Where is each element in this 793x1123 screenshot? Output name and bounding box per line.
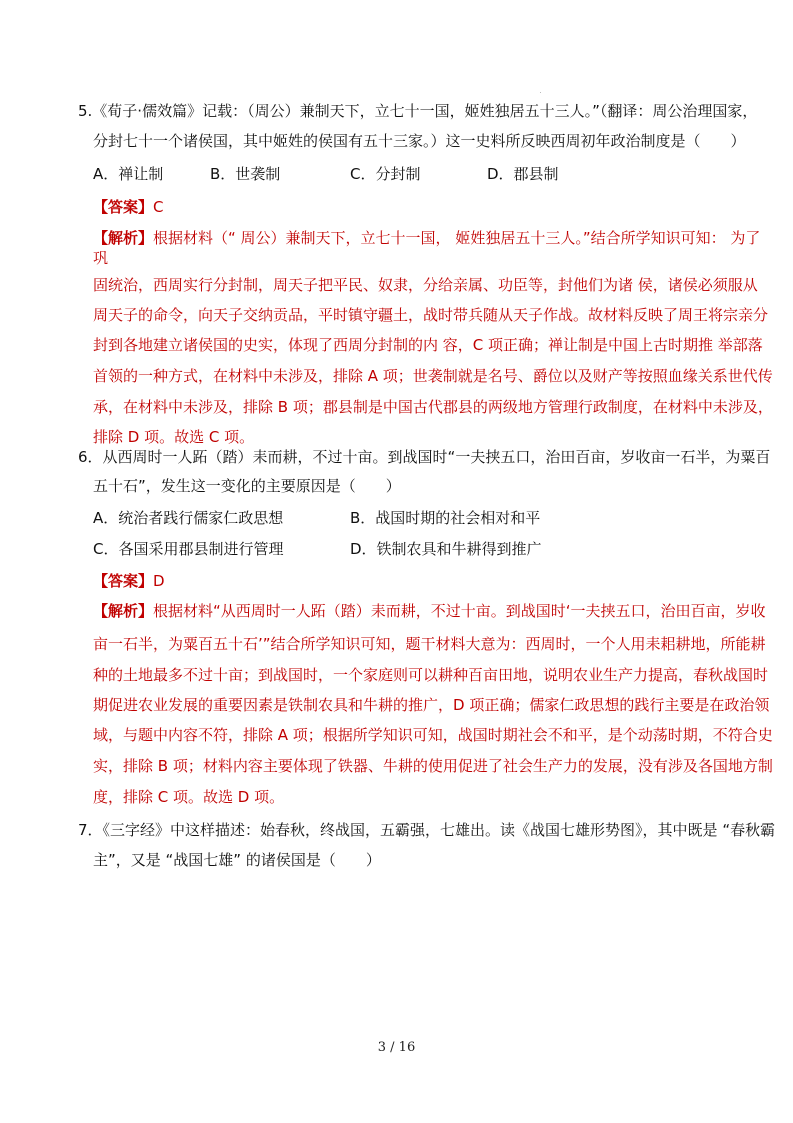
q6-stem-line-2: 五十石”，发生这一变化的主要原因是（ ） xyxy=(93,477,401,495)
q6-option-c: C．各国采用郡县制进行管理 xyxy=(93,540,284,558)
q6-option-d: D．铁制农具和牛耕得到推广 xyxy=(350,540,542,558)
answer-tag: 【答案】 xyxy=(93,572,154,590)
answer-tag: 【答案】 xyxy=(93,198,154,216)
q7-stem-line-1: 7．《三字经》中这样描述：始春秋，终战国，五霸强，七雄出。读《战国七雄形势图》，其中既是 “春秋霸 xyxy=(78,821,776,839)
q6-stem-line-1: 6．从西周时一人跖（踏）耒而耕，不过十亩。到战国时“一夫挟五口，治田百亩，岁收亩一石半，为粟百 xyxy=(78,448,771,466)
q5-stem-line-1: 5.《荀子·儒效篇》记载：（周公）兼制天下，立七十一国，姬姓独居五十三人。”（翻译：周公治理国家， xyxy=(78,102,758,120)
q5-stem-line-2: 分封七十一个诸侯国，其中姬姓的侯国有五十三家。）这一史料所反映西周初年政治制度是（ ） xyxy=(93,132,746,150)
q6-analysis-line-2: 亩一石半，为粟百五十石’”结合所学知识可知，题干材料大意为：西周时，一个人用耒耜耕地，所能耕 xyxy=(93,635,766,653)
q6-analysis-line-7: 度，排除 C 项。故选 D 项。 xyxy=(93,788,285,806)
q5-answer xyxy=(93,197,164,217)
analysis-text: 根据材料“从西周时一人跖（踏）耒而耕，不过十亩。到战国时‘一夫挟五口，治田百亩，岁收 xyxy=(153,602,766,620)
q5-analysis-line-7: 承，在材料中未涉及，排除 B 项；郡县制是中国古代郡县的两级地方管理行政制度，在材料中未涉及， xyxy=(93,398,773,416)
scan-dot xyxy=(540,92,541,93)
q6-answer xyxy=(93,571,165,591)
page-number: 3 / 16 xyxy=(377,1040,416,1055)
q5-analysis-line-1 xyxy=(93,228,760,248)
q5-option-a: A．禅让制 xyxy=(93,165,164,183)
q5-analysis-line-2: 巩 xyxy=(93,249,109,267)
q7-stem-line-2: 主”，又是 “战国七雄” 的诸侯国是（ ） xyxy=(93,851,381,869)
answer-value: C xyxy=(153,198,164,216)
q5-analysis-line-5: 封到各地建立诸侯国的史实，体现了西周分封制的内 容，C 项正确；禅让制是中国上古时期推 举部落 xyxy=(93,336,763,354)
q6-analysis-line-6: 实，排除 B 项；材料内容主要体现了铁器、牛耕的使用促进了社会生产力的发展，没有涉及各国地方制 xyxy=(93,757,773,775)
q5-analysis-line-8: 排除 D 项。故选 C 项。 xyxy=(93,428,255,446)
q6-analysis-line-1 xyxy=(93,601,766,621)
analysis-tag: 【解析】 xyxy=(93,229,154,247)
q6-option-b: B．战国时期的社会相对和平 xyxy=(350,509,541,527)
analysis-tag: 【解析】 xyxy=(93,602,154,620)
q5-analysis-line-3: 固统治，西周实行分封制，周天子把平民、奴隶，分给亲属、功臣等，封他们为诸 侯，诸侯必须服从 xyxy=(93,276,758,294)
q5-option-b: B．世袭制 xyxy=(210,165,281,183)
q6-option-a: A．统治者践行儒家仁政思想 xyxy=(93,509,284,527)
q5-analysis-line-4: 周天子的命令，向天子交纳贡品，平时镇守疆土，战时带兵随从天子作战。故材料反映了周王将宗亲分 xyxy=(93,306,769,324)
q5-option-c: C．分封制 xyxy=(350,165,421,183)
q6-analysis-line-4: 期促进农业发展的重要因素是铁制农具和牛耕的推广，D 项正确；儒家仁政思想的践行主要是在政治领 xyxy=(93,696,770,714)
analysis-text: 根据材料（“ 周公）兼制天下，立七十一国， 姬姓独居五十三人。”结合所学知识可知： 为了 xyxy=(153,229,761,247)
q6-analysis-line-3: 种的土地最多不过十亩；到战国时，一个家庭则可以耕种百亩田地，说明农业生产力提高，春秋战国时 xyxy=(93,666,769,684)
q5-analysis-line-6: 首领的一种方式，在材料中未涉及，排除 A 项；世袭制就是名号、爵位以及财产等按照血缘关系世代传 xyxy=(93,367,773,385)
q6-analysis-line-5: 域，与题中内容不符，排除 A 项；根据所学知识可知，战国时期社会不和平，是个动荡时期，不符合史 xyxy=(93,726,773,744)
answer-value: D xyxy=(153,572,165,590)
q5-option-d: D．郡县制 xyxy=(487,165,559,183)
